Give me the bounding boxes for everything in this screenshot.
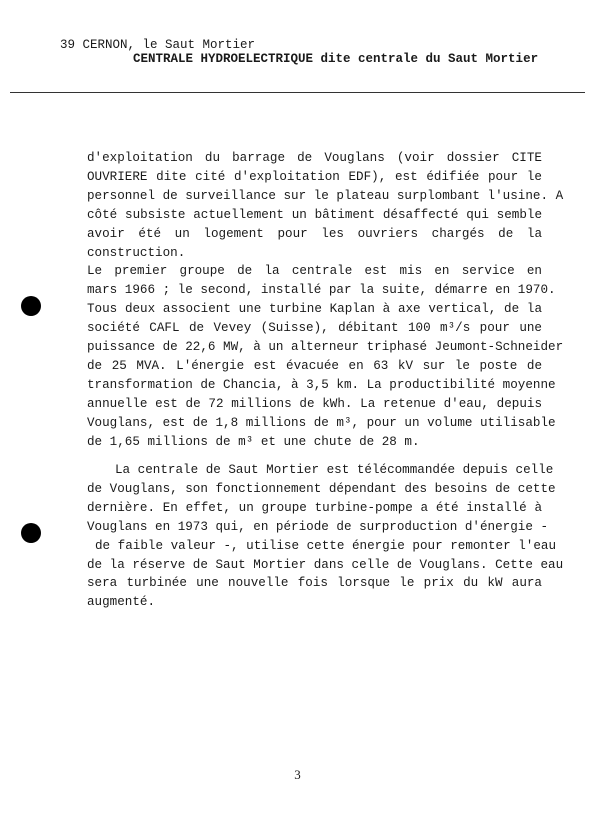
paragraph-2-line: puissance de 22,6 MW, à un alterneur triphasé Jeumont-Schneider xyxy=(87,340,564,355)
paragraph-1-line: côté subsiste actuellement un bâtiment désaffecté qui semble xyxy=(87,207,542,222)
page-number: 3 xyxy=(294,767,301,782)
paragraph-2-line: société CAFL de Vevey (Suisse), débitant 100 m³/s pour une xyxy=(87,321,542,336)
paragraph-1-line: d'exploitation du barrage de Vouglans (voir dossier CITE xyxy=(87,151,542,165)
paragraph-3-line: de la réserve de Saut Mortier dans celle de Vouglans. Cette eau xyxy=(87,557,564,572)
header-location: 39 CERNON, le Saut Mortier xyxy=(60,38,256,52)
paragraph-2-line: transformation de Chancia, à 3,5 km. La productibilité moyenne xyxy=(87,377,556,392)
body-text-block-1 xyxy=(87,149,564,452)
paragraph-3-line: de faible valeur -, utilise cette énergie pour remonter l'eau xyxy=(95,538,557,553)
paragraph-3-line: dernière. En effet, un groupe turbine-pompe a été installé à xyxy=(87,500,542,515)
paragraph-2-line: Tous deux associent une turbine Kaplan à axe vertical, de la xyxy=(87,302,542,317)
paragraph-1-line: OUVRIERE dite cité d'exploitation EDF), est édifiée pour le xyxy=(87,169,542,184)
binder-hole-top xyxy=(21,296,41,316)
paragraph-1-line: construction. xyxy=(87,245,186,260)
paragraph-3-line: augmenté. xyxy=(87,595,156,610)
paragraph-2-line: Le premier groupe de la centrale est mis en service en xyxy=(87,264,542,279)
paragraph-1-line: avoir été un logement pour les ouvriers chargés de la xyxy=(87,226,542,241)
body-text-block-2 xyxy=(87,461,564,612)
header-divider xyxy=(10,92,585,93)
paragraph-3-line: Vouglans en 1973 qui, en période de surproduction d'énergie - xyxy=(87,519,549,534)
paragraph-2-line: de 25 MVA. L'énergie est évacuée en 63 kV sur le poste de xyxy=(87,358,542,373)
paragraph-3-line: La centrale de Saut Mortier est télécommandée depuis celle xyxy=(115,463,554,477)
paragraph-1-line: personnel de surveillance sur le plateau surplombant l'usine. A xyxy=(87,188,564,203)
paragraph-3-line: de Vouglans, son fonctionnement dépendant des besoins de cette xyxy=(87,481,556,496)
paragraph-3-line: sera turbinée une nouvelle fois lorsque le prix du kW aura xyxy=(87,576,542,591)
paragraph-2-line: de 1,65 millions de m³ et une chute de 28 m. xyxy=(87,434,420,449)
paragraph-2-line: mars 1966 ; le second, installé par la suite, démarre en 1970. xyxy=(87,283,556,298)
header-title: CENTRALE HYDROELECTRIQUE dite centrale du Saut Mortier xyxy=(133,52,539,66)
binder-hole-bottom xyxy=(21,523,41,543)
paragraph-2-line: annuelle est de 72 millions de kWh. La retenue d'eau, depuis xyxy=(87,396,542,411)
paragraph-2-line: Vouglans, est de 1,8 millions de m³, pour un volume utilisable xyxy=(87,415,556,430)
